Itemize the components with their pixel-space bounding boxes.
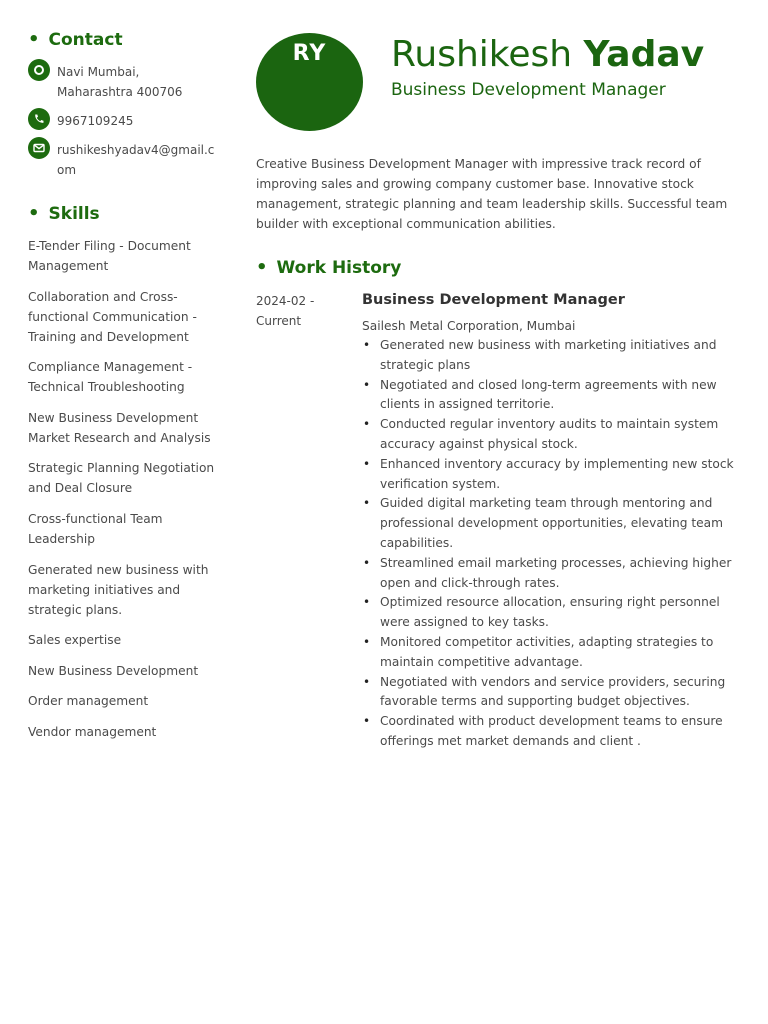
bullet-dot: • [28, 29, 40, 50]
contact-phone[interactable]: 9967109245 [57, 114, 134, 128]
job-bullet: • Streamlined email marketing processes, achieving higher open and click-through rates. [362, 554, 747, 594]
phone-icon [28, 108, 50, 130]
initials-avatar [256, 33, 363, 131]
skill-item: Strategic Planning Negotiation and Deal Closure [28, 461, 215, 496]
skill-item: Vendor management [28, 724, 157, 739]
skill-item: Compliance Management - Technical Troubleshooting [28, 360, 193, 395]
mail-icon [28, 137, 50, 159]
bullet-dot: • [256, 257, 268, 278]
skill-item: New Business Development [28, 663, 199, 678]
work-history-heading-text: Work History [276, 258, 402, 278]
candidate-title: Business Development Manager [391, 80, 666, 100]
bullet-dot: • [28, 203, 40, 224]
skill-item: Collaboration and Cross-functional Communication - Training and Development [28, 289, 197, 344]
job-bullet: • Monitored competitor activities, adapting strategies to maintain competitive advantage. [362, 633, 747, 673]
job-bullet: • Coordinated with product development teams to ensure offerings met market demands and client . [362, 712, 747, 752]
avatar-initials: RY [292, 41, 327, 66]
contact-email-row [28, 140, 224, 180]
job-dates [256, 291, 346, 331]
skills-list [28, 236, 224, 742]
sidebar [28, 30, 224, 753]
skill-item: Order management [28, 694, 149, 709]
skill-item: Sales expertise [28, 633, 122, 648]
job-bullet: • Negotiated with vendors and service providers, securing favorable terms and supporting budget objectives. [362, 673, 747, 713]
job-date-end: Current [256, 314, 302, 328]
location-pin-icon [28, 59, 50, 81]
job-bullet: • Conducted regular inventory audits to maintain system accuracy against physical stock. [362, 415, 747, 455]
job-bullet: • Optimized resource allocation, ensuring right personnel were assigned to key tasks. [362, 593, 747, 633]
first-name: Rushikesh [391, 34, 573, 75]
candidate-name [391, 34, 704, 75]
contact-heading-text: Contact [48, 30, 123, 50]
job-company: Sailesh Metal Corporation, Mumbai [362, 319, 576, 333]
skill-item: Generated new business with marketing initiatives and strategic plans. [28, 562, 209, 617]
contact-phone-row [28, 111, 224, 131]
work-history-heading [256, 258, 401, 278]
last-name: Yadav [583, 34, 705, 75]
job-entry [362, 290, 747, 752]
job-date-start: 2024-02 - [256, 294, 315, 308]
contact-heading [28, 30, 224, 50]
contact-email[interactable]: rushikeshyadav4@gmail.com [57, 143, 215, 177]
skill-item: E-Tender Filing - Document Management [28, 239, 191, 273]
contact-address: Navi Mumbai, Maharashtra 400706 [57, 65, 183, 99]
job-bullet: • Generated new business with marketing initiatives and strategic plans [362, 336, 747, 376]
skill-item: Cross-functional Team Leadership [28, 511, 163, 546]
skills-heading-text: Skills [48, 204, 100, 224]
job-bullet: • Enhanced inventory accuracy by implementing new stock verification system. [362, 455, 747, 495]
job-bullet: • Negotiated and closed long-term agreements with new clients in assigned territorie. [362, 376, 747, 416]
skills-heading [28, 204, 224, 224]
job-bullet: • Guided digital marketing team through mentoring and professional development opportunities, elevating team capabilities. [362, 494, 747, 553]
job-bullets [362, 336, 747, 752]
job-role: Business Development Manager [362, 292, 625, 308]
skill-item: New Business Development Market Research and Analysis [28, 410, 211, 445]
professional-summary: Creative Business Development Manager with impressive track record of improving sales and growing company customer base. Innovative stock management, strategic planning and team leadership skills. Successful team builder with exceptional communication abilities. [256, 157, 728, 231]
contact-address-row [28, 62, 224, 102]
